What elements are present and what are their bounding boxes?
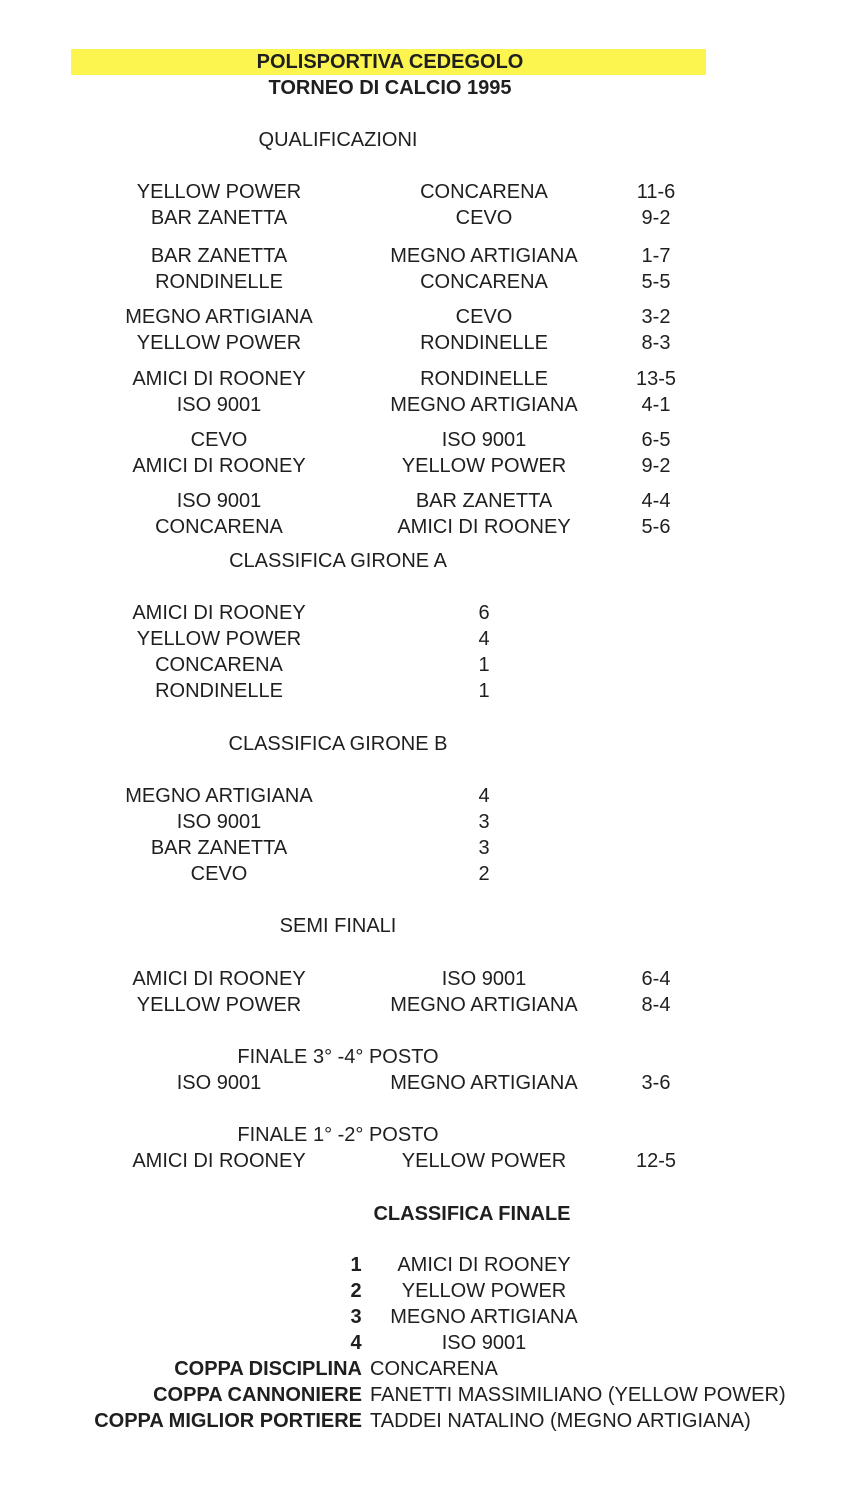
match-away: YELLOW POWER	[401, 1150, 567, 1172]
match-away: MEGNO ARTIGIANA	[390, 394, 578, 416]
award-label: COPPA DISCIPLINA	[174, 1358, 362, 1380]
standing-points: 6	[478, 602, 490, 624]
qualifications-heading: QUALIFICAZIONI	[258, 129, 418, 151]
match-home: MEGNO ARTIGIANA	[125, 306, 313, 328]
match-home: AMICI DI ROONEY	[132, 968, 306, 990]
standing-points: 4	[478, 628, 490, 650]
standing-team: YELLOW POWER	[136, 628, 302, 650]
match-away: CEVO	[455, 306, 513, 328]
match-score: 9-2	[641, 455, 671, 477]
match-home: BAR ZANETTA	[150, 245, 288, 267]
match-away: MEGNO ARTIGIANA	[390, 245, 578, 267]
match-home: ISO 9001	[176, 1072, 262, 1094]
match-score: 5-6	[641, 516, 671, 538]
match-score: 4-1	[641, 394, 671, 416]
ranking-position: 2	[350, 1280, 362, 1302]
group-b-heading: CLASSIFICA GIRONE B	[228, 733, 448, 755]
match-score: 11-6	[636, 181, 676, 203]
match-away: CONCARENA	[420, 271, 548, 293]
match-away: RONDINELLE	[420, 332, 548, 354]
standing-team: AMICI DI ROONEY	[132, 602, 306, 624]
match-home: ISO 9001	[176, 394, 262, 416]
award-label: COPPA CANNONIERE	[153, 1384, 362, 1406]
match-score: 4-4	[641, 490, 671, 512]
award-value: FANETTI MASSIMILIANO (YELLOW POWER)	[370, 1384, 786, 1406]
match-away: YELLOW POWER	[401, 455, 567, 477]
match-score: 6-5	[641, 429, 671, 451]
match-away: MEGNO ARTIGIANA	[390, 994, 578, 1016]
group-a-heading: CLASSIFICA GIRONE A	[229, 550, 447, 572]
ranking-position: 4	[350, 1332, 362, 1354]
match-score: 6-4	[641, 968, 671, 990]
standing-team: MEGNO ARTIGIANA	[125, 785, 313, 807]
match-away: AMICI DI ROONEY	[397, 516, 571, 538]
ranking-team: AMICI DI ROONEY	[397, 1254, 571, 1276]
ranking-position: 1	[350, 1254, 362, 1276]
final-ranking-heading: CLASSIFICA FINALE	[373, 1203, 571, 1225]
standing-team: CONCARENA	[155, 654, 283, 676]
match-score: 5-5	[641, 271, 671, 293]
match-home: BAR ZANETTA	[150, 207, 288, 229]
final-1-2-heading: FINALE 1° -2° POSTO	[237, 1124, 439, 1146]
match-away: CONCARENA	[420, 181, 548, 203]
match-score: 13-5	[635, 368, 677, 390]
match-score: 3-6	[641, 1072, 671, 1094]
ranking-position: 3	[350, 1306, 362, 1328]
standing-team: BAR ZANETTA	[150, 837, 288, 859]
standing-points: 4	[478, 785, 490, 807]
match-home: YELLOW POWER	[136, 181, 302, 203]
standing-points: 2	[478, 863, 490, 885]
ranking-team: ISO 9001	[441, 1332, 527, 1354]
standing-points: 3	[478, 837, 490, 859]
match-home: ISO 9001	[176, 490, 262, 512]
match-home: AMICI DI ROONEY	[132, 368, 306, 390]
page-subtitle: TORNEO DI CALCIO 1995	[268, 77, 512, 99]
match-score: 8-4	[641, 994, 671, 1016]
match-away: MEGNO ARTIGIANA	[390, 1072, 578, 1094]
match-home: RONDINELLE	[155, 271, 283, 293]
match-home: YELLOW POWER	[136, 332, 302, 354]
award-label: COPPA MIGLIOR PORTIERE	[94, 1410, 362, 1432]
match-away: ISO 9001	[441, 968, 527, 990]
match-away: ISO 9001	[441, 429, 527, 451]
match-home: CONCARENA	[155, 516, 283, 538]
ranking-team: MEGNO ARTIGIANA	[390, 1306, 578, 1328]
award-value: CONCARENA	[370, 1358, 498, 1380]
ranking-team: YELLOW POWER	[401, 1280, 567, 1302]
standing-team: ISO 9001	[176, 811, 262, 833]
match-home: CEVO	[190, 429, 248, 451]
page-title: POLISPORTIVA CEDEGOLO	[256, 51, 524, 73]
match-score: 12-5	[635, 1150, 677, 1172]
award-value: TADDEI NATALINO (MEGNO ARTIGIANA)	[370, 1410, 751, 1432]
match-away: BAR ZANETTA	[415, 490, 553, 512]
standing-team: RONDINELLE	[155, 680, 283, 702]
match-home: AMICI DI ROONEY	[132, 1150, 306, 1172]
standing-team: CEVO	[190, 863, 248, 885]
standing-points: 3	[478, 811, 490, 833]
final-3-4-heading: FINALE 3° -4° POSTO	[237, 1046, 439, 1068]
match-score: 8-3	[641, 332, 671, 354]
semifinals-heading: SEMI FINALI	[279, 915, 397, 937]
match-score: 9-2	[641, 207, 671, 229]
match-home: AMICI DI ROONEY	[132, 455, 306, 477]
match-away: CEVO	[455, 207, 513, 229]
match-score: 3-2	[641, 306, 671, 328]
match-home: YELLOW POWER	[136, 994, 302, 1016]
standing-points: 1	[478, 680, 490, 702]
standing-points: 1	[478, 654, 490, 676]
match-away: RONDINELLE	[420, 368, 548, 390]
match-score: 1-7	[641, 245, 671, 267]
